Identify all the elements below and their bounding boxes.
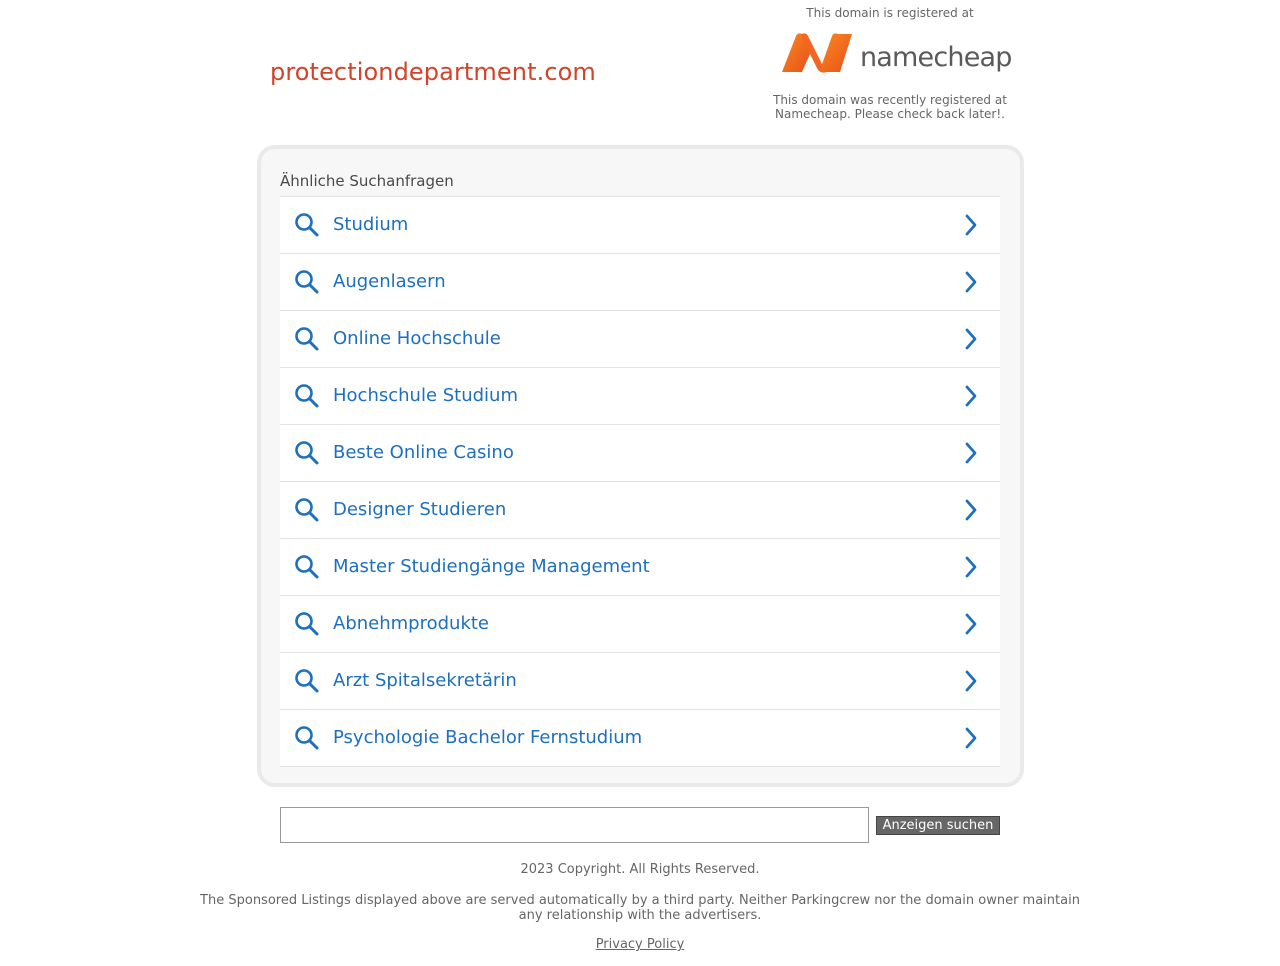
- search-icon: [294, 725, 320, 751]
- list-item[interactable]: [280, 539, 1000, 596]
- list-item[interactable]: [280, 596, 1000, 653]
- namecheap-logo[interactable]: [780, 32, 1012, 76]
- disclaimer-text: The Sponsored Listings displayed above are served automatically by a third party. Neither Parkingcrew nor the domain owner maintain any relationship with the advertisers.: [200, 893, 1080, 923]
- list-item[interactable]: [280, 368, 1000, 425]
- chevron-right-icon: [964, 328, 978, 350]
- list-item-label: Beste Online Casino: [333, 442, 514, 463]
- search-icon: [294, 326, 320, 352]
- list-item-label: Online Hochschule: [333, 328, 501, 349]
- search-row: [280, 807, 1000, 843]
- chevron-right-icon: [964, 271, 978, 293]
- list-item-label: Psychologie Bachelor Fernstudium: [333, 727, 643, 748]
- namecheap-logo-icon: [780, 32, 854, 74]
- privacy-row: [0, 937, 1280, 952]
- search-icon: [294, 554, 320, 580]
- list-item[interactable]: [280, 482, 1000, 539]
- list-item-label: Studium: [333, 214, 409, 235]
- chevron-right-icon: [964, 556, 978, 578]
- list-item-label: Augenlasern: [333, 271, 446, 292]
- search-input[interactable]: [280, 807, 869, 843]
- chevron-right-icon: [964, 499, 978, 521]
- search-icon: [294, 269, 320, 295]
- chevron-right-icon: [964, 442, 978, 464]
- list-item-label: Designer Studieren: [333, 499, 507, 520]
- search-icon: [294, 212, 320, 238]
- registrar-top-text: This domain is registered at: [806, 6, 974, 20]
- list-item[interactable]: [280, 197, 1000, 254]
- search-icon: [294, 611, 320, 637]
- chevron-right-icon: [964, 613, 978, 635]
- list-item[interactable]: [280, 653, 1000, 710]
- search-icon: [294, 497, 320, 523]
- list-item[interactable]: [280, 710, 1000, 767]
- list-item[interactable]: [280, 254, 1000, 311]
- privacy-policy-link[interactable]: Privacy Policy: [595, 937, 685, 952]
- search-icon: [294, 383, 320, 409]
- chevron-right-icon: [964, 385, 978, 407]
- copyright-text: 2023 Copyright. All Rights Reserved.: [520, 862, 760, 877]
- related-searches-list: [280, 196, 1000, 767]
- registrar-bottom-text: This domain was recently registered at Namecheap. Please check back later!.: [773, 93, 1007, 121]
- list-item-label: Hochschule Studium: [333, 385, 519, 406]
- chevron-right-icon: [964, 214, 978, 236]
- list-item-label: Arzt Spitalsekretärin: [333, 670, 517, 691]
- search-icon: [294, 668, 320, 694]
- domain-title: protectiondepartment.com: [270, 58, 596, 86]
- namecheap-wordmark: namecheap: [860, 42, 1012, 73]
- chevron-right-icon: [964, 670, 978, 692]
- search-icon: [294, 440, 320, 466]
- chevron-right-icon: [964, 727, 978, 749]
- search-ads-button[interactable]: Anzeigen suchen: [876, 816, 1000, 835]
- related-searches-panel: [257, 145, 1024, 787]
- list-item[interactable]: [280, 425, 1000, 482]
- list-item[interactable]: [280, 311, 1000, 368]
- related-searches-title: Ähnliche Suchanfragen: [280, 172, 454, 190]
- list-item-label: Abnehmprodukte: [333, 613, 489, 634]
- list-item-label: Master Studiengänge Management: [333, 556, 650, 577]
